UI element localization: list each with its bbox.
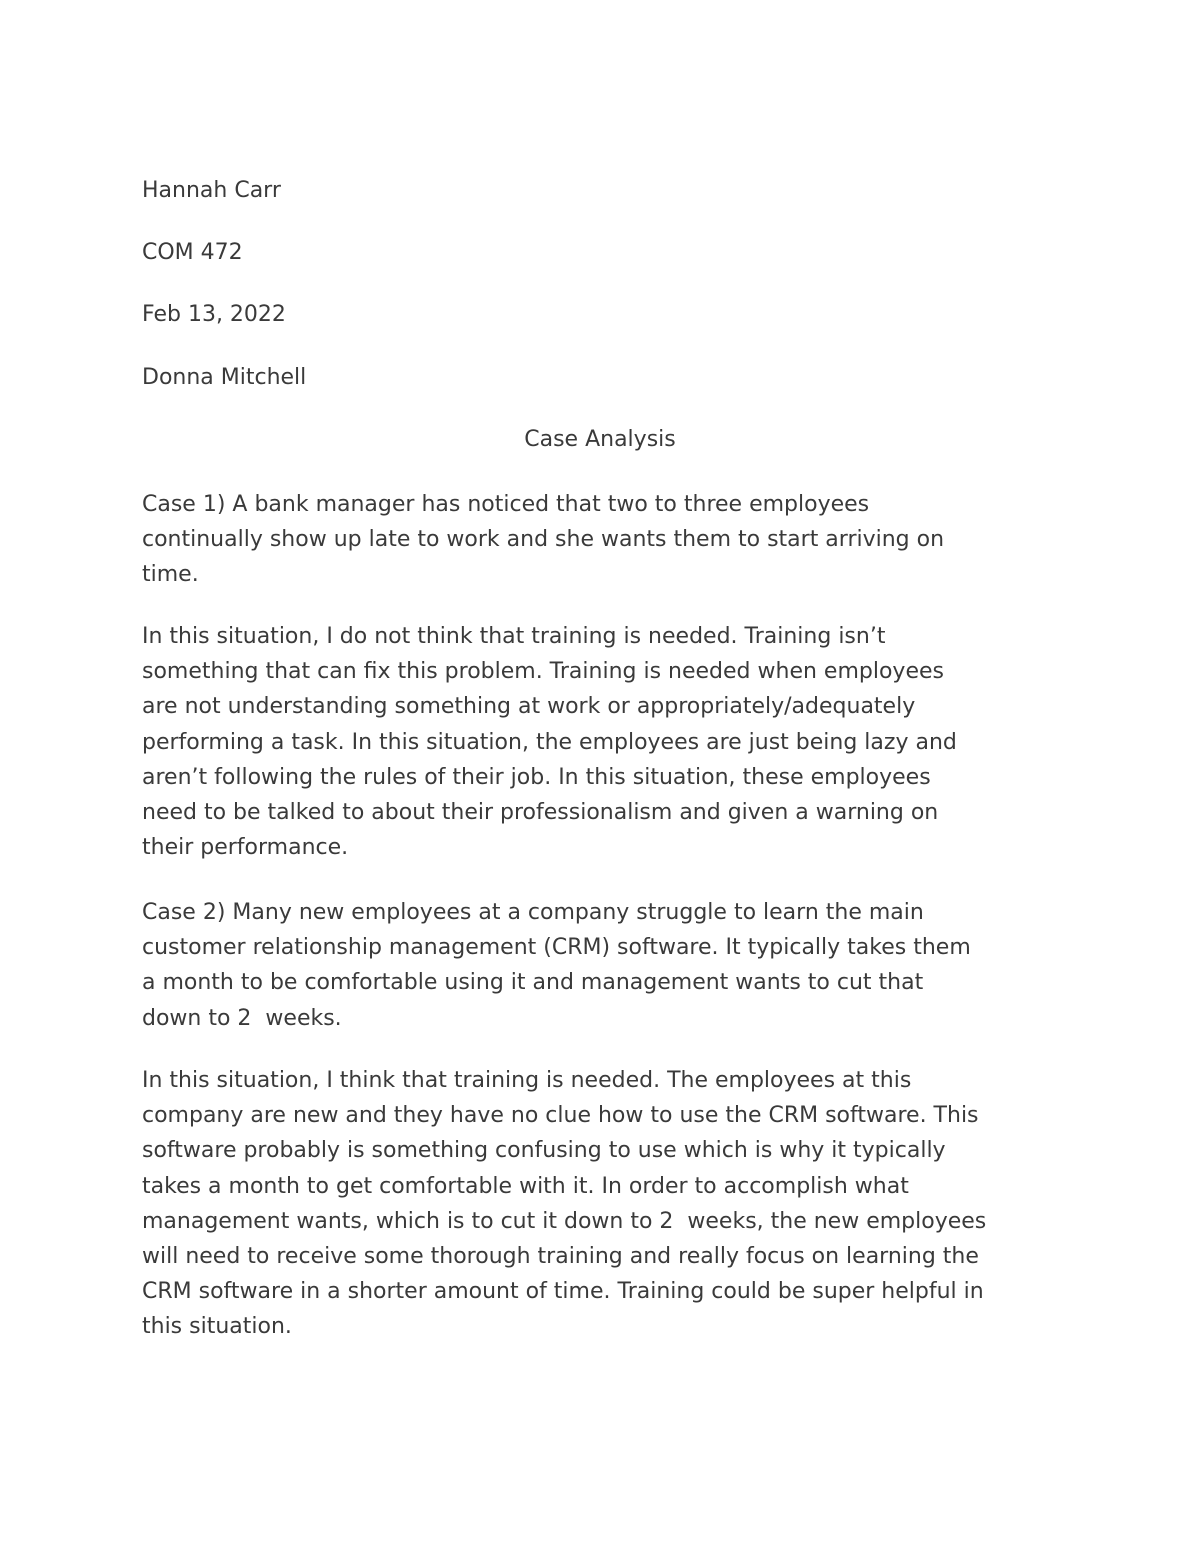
- instructor-name: Donna Mitchell: [142, 365, 307, 390]
- text-line: continually show up late to work and she wants them to start arriving on: [142, 527, 945, 553]
- text-line: their performance.: [142, 835, 349, 861]
- text-line: management wants, which is to cut it down to 2 weeks, the new employees: [142, 1208, 987, 1234]
- text-line: something that can fix this problem. Training is needed when employees: [142, 659, 944, 685]
- text-line: Case 1) A bank manager has noticed that two to three employees: [142, 492, 870, 517]
- text-line: this situation.: [142, 1314, 292, 1340]
- text-line: CRM software in a shorter amount of time. Training could be super helpful in: [142, 1279, 984, 1305]
- text-line: down to 2 weeks.: [142, 1005, 342, 1031]
- text-line: customer relationship management (CRM) software. It typically takes them: [142, 935, 971, 961]
- case-2-response: [142, 1063, 1062, 1345]
- author-name: Hannah Carr: [142, 178, 281, 203]
- text-line: will need to receive some thorough training and really focus on learning the: [142, 1244, 979, 1270]
- text-line: performing a task. In this situation, the employees are just being lazy and: [142, 729, 957, 755]
- text-line: In this situation, I think that training is needed. The employees at this: [142, 1068, 912, 1093]
- text-line: need to be talked to about their professionalism and given a warning on: [142, 800, 939, 826]
- case-1-prompt: [142, 487, 1062, 593]
- case-1-response: [142, 619, 1062, 865]
- document-date: Feb 13, 2022: [142, 302, 286, 327]
- text-line: time.: [142, 562, 199, 588]
- text-line: software probably is something confusing to use which is why it typically: [142, 1138, 946, 1164]
- text-line: Case 2) Many new employees at a company struggle to learn the main: [142, 900, 924, 925]
- text-line: takes a month to get comfortable with it. In order to accomplish what: [142, 1173, 909, 1199]
- text-line: are not understanding something at work or appropriately/adequately: [142, 694, 916, 720]
- text-line: company are new and they have no clue how to use the CRM software. This: [142, 1103, 979, 1129]
- text-line: a month to be comfortable using it and management wants to cut that: [142, 970, 924, 996]
- text-line: In this situation, I do not think that training is needed. Training isn’t: [142, 624, 886, 649]
- document-title: Case Analysis: [524, 427, 676, 452]
- course-code: COM 472: [142, 240, 243, 265]
- case-2-prompt: [142, 895, 1062, 1036]
- text-line: aren’t following the rules of their job. In this situation, these employees: [142, 764, 931, 790]
